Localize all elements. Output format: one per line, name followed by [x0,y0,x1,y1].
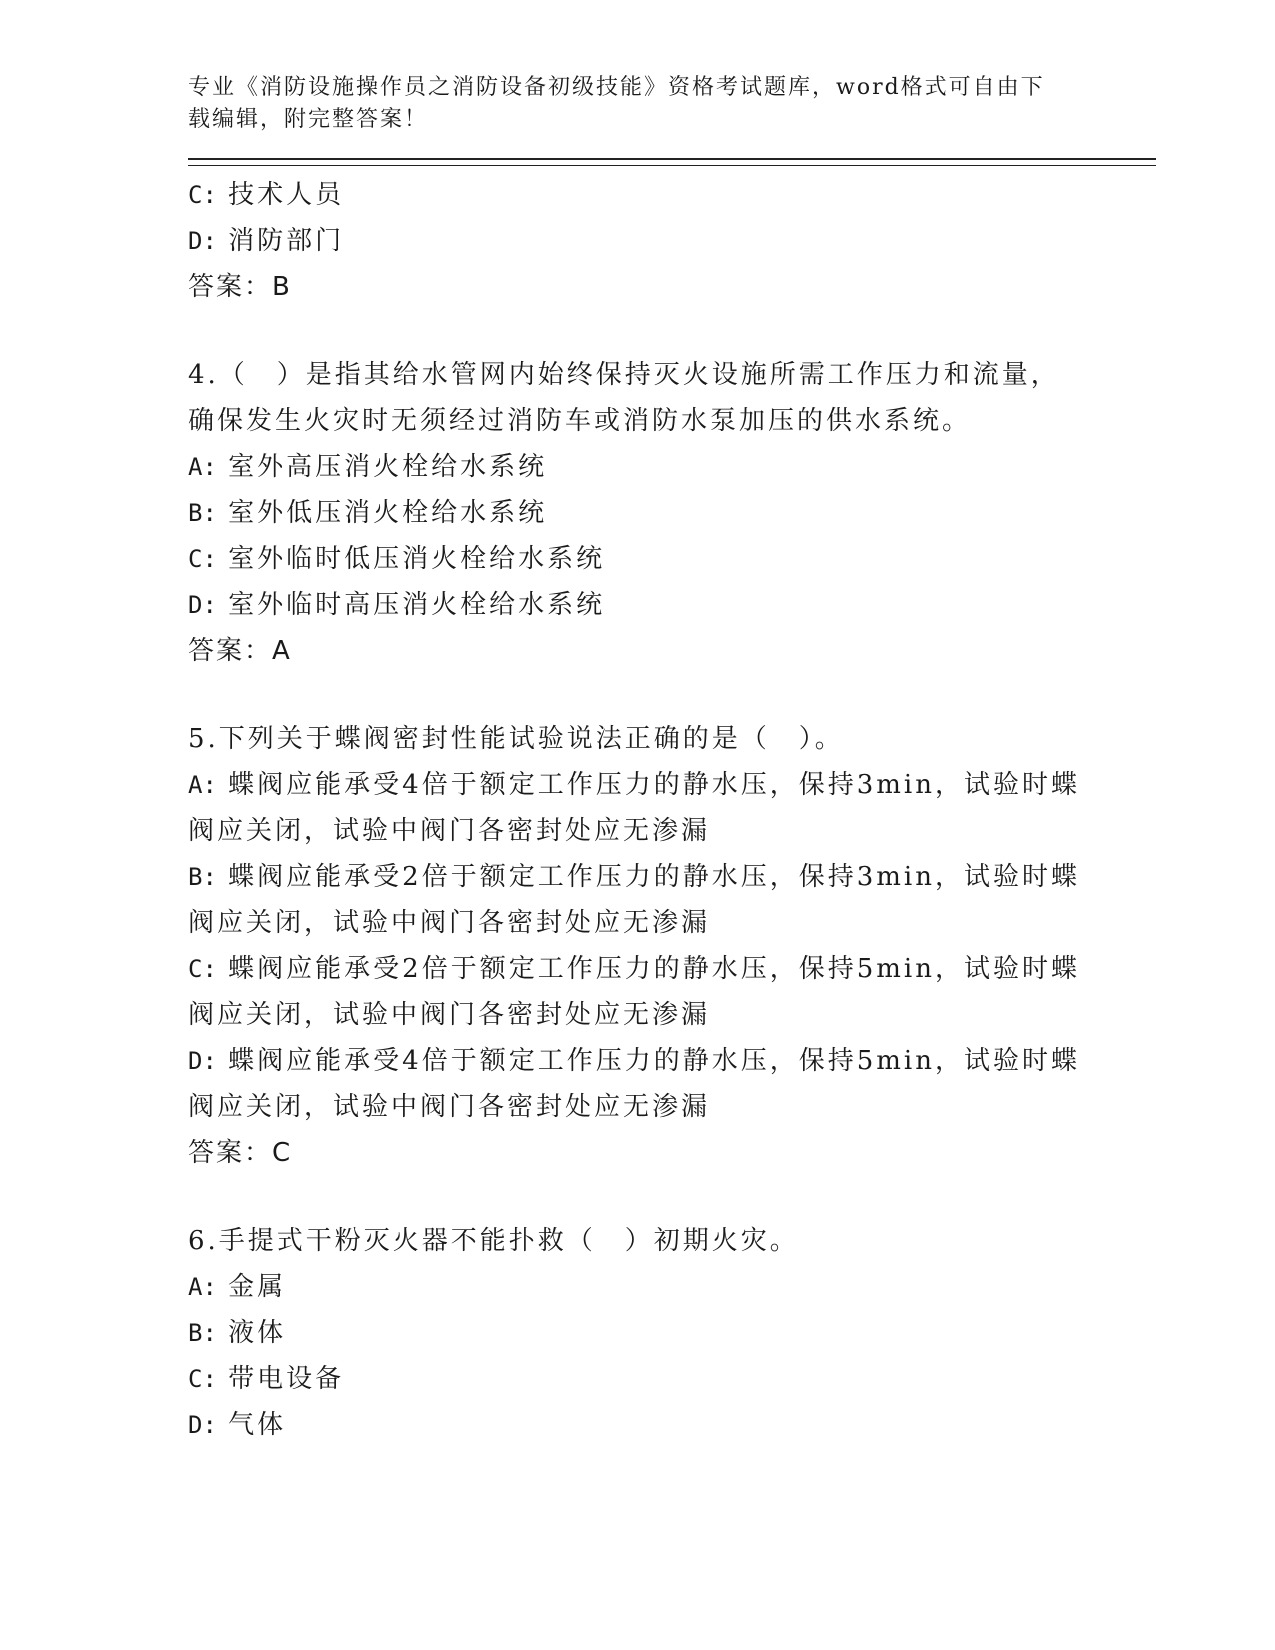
question-stem-continued: 确保发生火灾时无须经过消防车或消防水泵加压的供水系统。 [188,406,972,436]
option-a-continued: 阀应关闭，试验中阀门各密封处应无渗漏 [188,816,711,846]
spacer [188,674,1158,716]
option-d [188,582,1158,628]
option-a [188,762,1158,808]
option-text: 室外临时高压消火栓给水系统 [228,590,606,620]
option-a [188,444,1158,490]
option-c [188,1356,1158,1402]
option-label: B: [188,863,217,891]
option-label: C: [188,955,217,983]
option-text: 室外低压消火栓给水系统 [228,498,548,528]
option-text: 室外临时低压消火栓给水系统 [228,544,606,574]
document-header: 专业《消防设施操作员之消防设备初级技能》资格考试题库，word格式可自由下载编辑，附完整答案！ [188,75,1045,132]
option-d [188,218,1158,264]
option-label: D: [188,1411,217,1439]
option-text: 带电设备 [228,1364,345,1394]
document-page [188,72,1158,1448]
option-text: 蝶阀应能承受2倍于额定工作压力的静水压，保持3min，试验时蝶 [228,862,1080,892]
option-text: 蝶阀应能承受2倍于额定工作压力的静水压，保持5min，试验时蝶 [228,954,1080,984]
question-4 [188,352,1158,674]
option-text: 蝶阀应能承受4倍于额定工作压力的静水压，保持5min，试验时蝶 [228,1046,1080,1076]
option-label: B: [188,499,217,527]
option-text: 金属 [228,1272,287,1302]
option-c-continued: 阀应关闭，试验中阀门各密封处应无渗漏 [188,1000,711,1030]
option-c [188,536,1158,582]
answer-line: 答案：C [188,1138,293,1168]
option-label: C: [188,1365,217,1393]
option-label: A: [188,1273,217,1301]
option-label: C: [188,181,217,209]
answer-line: 答案：A [188,636,292,666]
question-stem: 4.（ ）是指其给水管网内始终保持灭火设施所需工作压力和流量， [188,360,1060,390]
option-d-continued: 阀应关闭，试验中阀门各密封处应无渗漏 [188,1092,711,1122]
option-text: 蝶阀应能承受4倍于额定工作压力的静水压，保持3min，试验时蝶 [228,770,1080,800]
answer-line: 答案：B [188,272,292,302]
option-d [188,1402,1158,1448]
option-text: 技术人员 [228,180,345,210]
question-stem: 6.手提式干粉灭火器不能扑救（ ）初期火灾。 [188,1226,799,1256]
option-label: D: [188,591,217,619]
option-label: B: [188,1319,217,1347]
question-stem: 5.下列关于蝶阀密封性能试验说法正确的是（ ）。 [188,724,844,754]
option-text: 气体 [228,1410,287,1440]
spacer [188,310,1158,352]
option-c [188,172,1158,218]
option-text: 消防部门 [228,226,345,256]
option-b [188,854,1158,900]
option-c [188,946,1158,992]
option-b-continued: 阀应关闭，试验中阀门各密封处应无渗漏 [188,908,711,938]
question-3-tail [188,172,1158,310]
spacer [188,1176,1158,1218]
question-5 [188,716,1158,1176]
header-divider [188,158,1156,166]
question-6 [188,1218,1158,1448]
option-label: D: [188,1047,217,1075]
option-d [188,1038,1158,1084]
option-b [188,1310,1158,1356]
option-label: A: [188,771,217,799]
option-label: A: [188,453,217,481]
option-b [188,490,1158,536]
option-label: C: [188,545,217,573]
option-label: D: [188,227,217,255]
option-text: 液体 [228,1318,287,1348]
option-a [188,1264,1158,1310]
option-text: 室外高压消火栓给水系统 [228,452,548,482]
